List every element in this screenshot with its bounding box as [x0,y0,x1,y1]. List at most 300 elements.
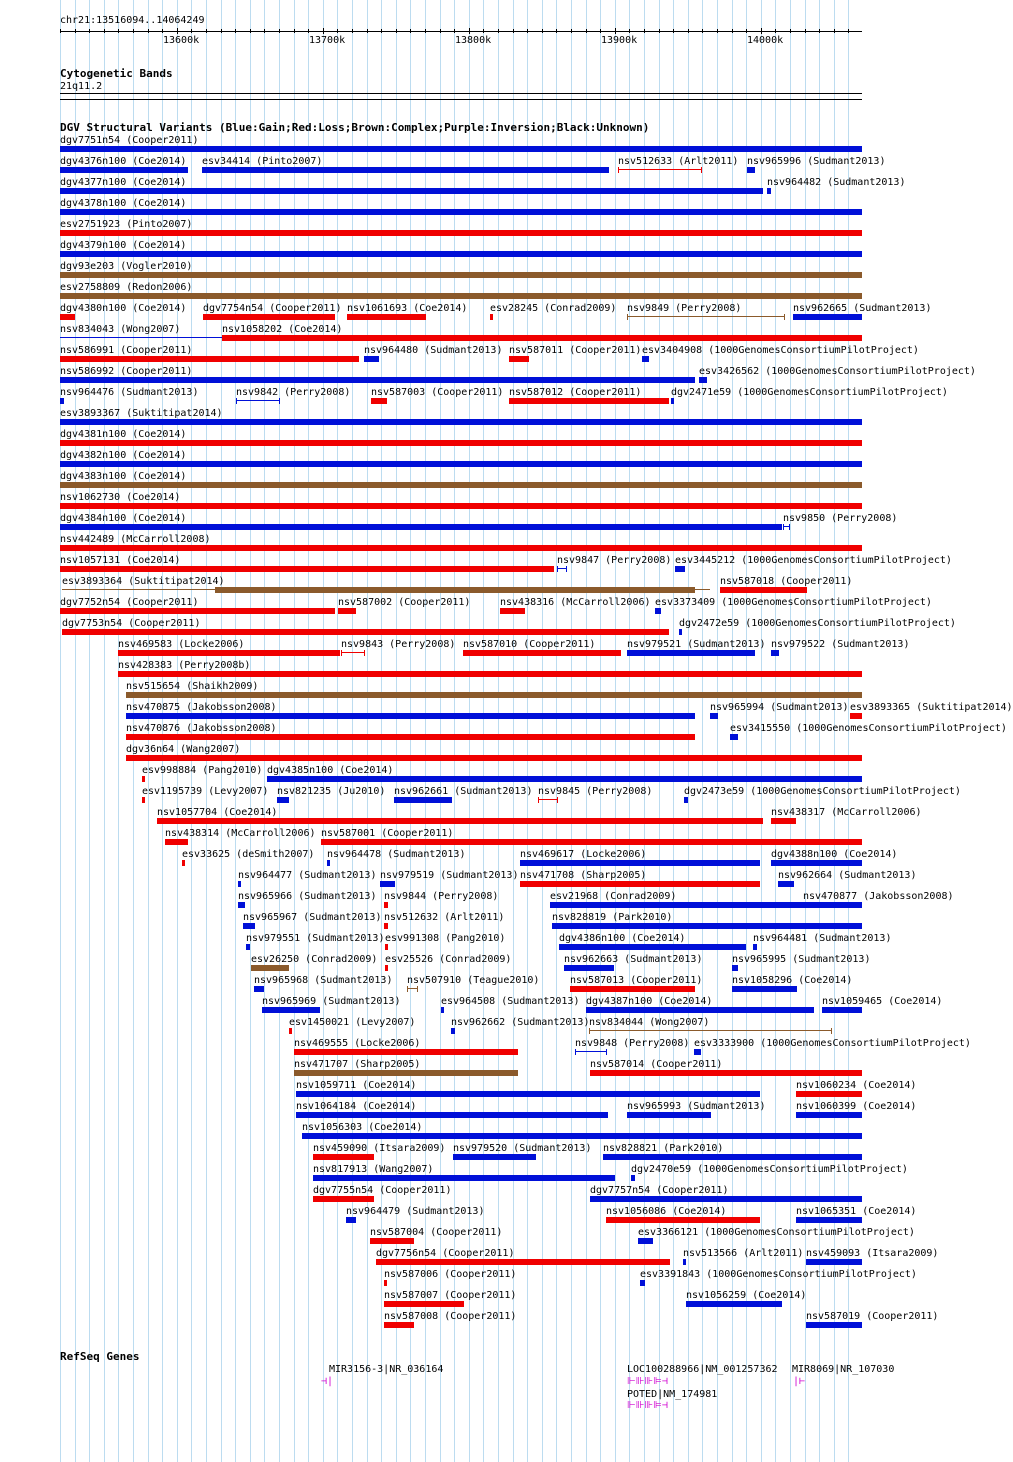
variant-feature[interactable] [618,169,702,170]
variant-label[interactable]: nsv1057131 (Coe2014) [60,555,181,566]
variant-feature[interactable] [822,1007,862,1013]
variant-label[interactable]: nsv587012 (Cooper2011) [509,387,642,398]
variant-label[interactable]: esv33625 (deSmith2007) [182,849,315,860]
variant-label[interactable]: dgv4376n100 (Coe2014) [60,156,187,167]
variant-label[interactable]: nsv1062730 (Coe2014) [60,492,181,503]
variant-feature[interactable] [243,923,255,929]
variant-label[interactable]: esv3893364 (Suktitipat2014) [62,576,225,587]
variant-feature[interactable] [142,776,145,782]
variant-feature[interactable] [289,1028,292,1034]
variant-feature[interactable] [627,316,785,317]
variant-feature[interactable] [603,1154,862,1160]
variant-label[interactable]: nsv459090 (Itsara2009) [313,1143,446,1154]
variant-label[interactable]: dgv4383n100 (Coe2014) [60,471,187,482]
variant-feature[interactable] [202,167,609,173]
variant-feature[interactable] [126,692,862,698]
variant-feature[interactable] [771,650,779,656]
variant-feature[interactable] [520,881,760,887]
variant-label[interactable]: nsv587001 (Cooper2011) [321,828,454,839]
variant-feature[interactable] [313,1196,374,1202]
variant-label[interactable]: dgv4386n100 (Coe2014) [559,933,686,944]
variant-label[interactable]: dgv36n64 (Wang2007) [126,744,241,755]
variant-feature[interactable] [341,652,365,653]
variant-label[interactable]: nsv469555 (Locke2006) [294,1038,421,1049]
variant-label[interactable]: nsv964476 (Sudmant2013) [60,387,199,398]
variant-feature[interactable] [638,1238,653,1244]
variant-feature[interactable] [60,230,862,236]
variant-feature[interactable] [384,1280,387,1286]
variant-label[interactable]: nsv515654 (Shaikh2009) [126,681,259,692]
variant-feature[interactable] [60,167,188,173]
variant-feature[interactable] [500,608,525,614]
variant-label[interactable]: dgv4384n100 (Coe2014) [60,513,187,524]
variant-label[interactable]: nsv964480 (Sudmant2013) [364,345,503,356]
variant-label[interactable]: nsv828821 (Park2010) [603,1143,724,1154]
variant-label[interactable]: nsv964477 (Sudmant2013) [238,870,377,881]
variant-label[interactable]: nsv587011 (Cooper2011) [509,345,642,356]
variant-label[interactable]: nsv512633 (Arlt2011) [618,156,739,167]
variant-feature[interactable] [796,1112,862,1118]
variant-label[interactable]: esv2751923 (Pinto2007) [60,219,193,230]
variant-feature[interactable] [559,944,746,950]
gridline [337,0,338,1462]
variant-feature[interactable] [627,650,755,656]
variant-feature[interactable] [509,356,529,362]
cytoband-label: 21q11.2 [60,81,103,92]
variant-label[interactable]: dgv2470e59 (1000GenomesConsortiumPilotProject) [631,1164,908,1175]
variant-label[interactable]: dgv7754n54 (Cooper2011) [203,303,342,314]
variant-label[interactable]: dgv7757n54 (Cooper2011) [590,1185,729,1196]
variant-label[interactable]: dgv4377n100 (Coe2014) [60,177,187,188]
variant-label[interactable]: esv3415550 (1000GenomesConsortiumPilotProject) [730,723,1007,734]
gene-label[interactable]: MIR3156-3|NR_036164 [329,1364,444,1375]
variant-label[interactable]: nsv438317 (McCarroll2006) [771,807,922,818]
variant-feature[interactable] [753,944,757,950]
variant-feature[interactable] [463,650,621,656]
variant-label[interactable]: dgv2472e59 (1000GenomesConsortiumPilotProject) [679,618,956,629]
ruler-tick [483,29,484,33]
variant-label[interactable]: nsv1065351 (Coe2014) [796,1206,917,1217]
gene-label[interactable]: POTED|NM_174981 [627,1389,718,1400]
variant-label[interactable]: nsv9844 (Perry2008) [384,891,499,902]
variant-feature[interactable] [509,398,669,404]
variant-label[interactable]: nsv1056086 (Coe2014) [606,1206,727,1217]
variant-feature[interactable] [267,776,862,782]
variant-feature[interactable] [394,797,452,803]
variant-feature[interactable] [376,1259,670,1265]
variant-feature[interactable] [550,902,862,908]
variant-label[interactable]: esv3893365 (Suktitipat2014) [850,702,1013,713]
variant-feature[interactable] [520,860,760,866]
variant-feature[interactable] [570,986,695,992]
variant-feature[interactable] [118,650,340,656]
variant-label[interactable]: dgv7751n54 (Cooper2011) [60,135,199,146]
variant-label[interactable]: dgv4387n100 (Coe2014) [586,996,713,1007]
variant-feature[interactable] [590,1196,862,1202]
variant-feature[interactable] [60,209,862,215]
variant-label[interactable]: esv3445212 (1000GenomesConsortiumPilotProject) [675,555,952,566]
variant-label[interactable]: nsv470876 (Jakobsson2008) [126,723,277,734]
variant-label[interactable]: nsv442489 (McCarroll2008) [60,534,211,545]
variant-label[interactable]: dgv4382n100 (Coe2014) [60,450,187,461]
variant-feature[interactable] [62,629,669,635]
variant-feature[interactable] [684,797,688,803]
variant-label[interactable]: nsv965967 (Sudmant2013) [243,912,382,923]
variant-feature[interactable] [575,1051,607,1052]
variant-label[interactable]: esv3373409 (1000GenomesConsortiumPilotProject) [655,597,932,608]
variant-feature[interactable] [732,986,797,992]
variant-label[interactable]: nsv962665 (Sudmant2013) [793,303,932,314]
variant-label[interactable]: esv21968 (Conrad2009) [550,891,677,902]
variant-label[interactable]: esv3366121 (1000GenomesConsortiumPilotProject) [638,1227,915,1238]
variant-label[interactable]: nsv964478 (Sudmant2013) [327,849,466,860]
variant-label[interactable]: nsv9843 (Perry2008) [341,639,456,650]
variant-feature[interactable] [552,923,862,929]
variant-label[interactable]: nsv962661 (Sudmant2013) [394,786,533,797]
variant-feature[interactable] [589,1030,832,1031]
variant-feature[interactable] [60,524,782,530]
variant-label[interactable]: nsv459093 (Itsara2009) [806,1248,939,1259]
variant-label[interactable]: nsv507910 (Teague2010) [407,975,540,986]
variant-feature[interactable] [642,356,649,362]
variant-label[interactable]: dgv93e203 (Vogler2010) [60,261,193,272]
variant-feature[interactable] [732,965,738,971]
variant-label[interactable]: dgv7756n54 (Cooper2011) [376,1248,515,1259]
variant-feature[interactable] [793,314,862,320]
variant-feature[interactable] [60,419,862,425]
gene-feature-poted[interactable]: ⊩⊪⊪⊫⊣ [627,1400,668,1411]
variant-label[interactable]: dgv7752n54 (Cooper2011) [60,597,199,608]
variant-feature[interactable] [683,1259,686,1265]
variant-feature[interactable] [767,188,771,194]
variant-label[interactable]: nsv965995 (Sudmant2013) [732,954,871,965]
variant-label[interactable]: esv2758809 (Redon2006) [60,282,193,293]
variant-feature[interactable] [165,839,188,845]
variant-feature[interactable] [60,356,359,362]
ruler-tick [89,29,90,33]
variant-feature[interactable] [771,818,796,824]
variant-feature[interactable] [771,860,862,866]
gene-feature-mir8069[interactable]: |⊢ [793,1376,806,1387]
variant-feature[interactable] [246,944,250,950]
variant-label[interactable]: esv964508 (Sudmant2013) [441,996,580,1007]
variant-label[interactable]: esv3404908 (1000GenomesConsortiumPilotProject) [642,345,919,356]
variant-feature[interactable] [203,314,335,320]
variant-label[interactable]: esv26250 (Conrad2009) [251,954,378,965]
variant-label[interactable]: nsv9848 (Perry2008) [575,1038,690,1049]
variant-feature[interactable] [296,1112,608,1118]
variant-label[interactable]: nsv979521 (Sudmant2013) [627,639,766,650]
variant-label[interactable]: dgv7755n54 (Cooper2011) [313,1185,452,1196]
variant-feature[interactable] [453,1154,536,1160]
variant-feature[interactable] [490,314,493,320]
variant-feature[interactable] [850,713,862,719]
variant-label[interactable]: nsv965994 (Sudmant2013) [710,702,849,713]
variant-label[interactable]: nsv587008 (Cooper2011) [384,1311,517,1322]
variant-feature[interactable] [675,566,685,572]
variant-feature[interactable] [294,1049,518,1055]
variant-feature[interactable] [254,986,264,992]
variant-feature[interactable] [118,671,862,677]
variant-feature[interactable] [627,1112,711,1118]
variant-label[interactable]: dgv2471e59 (1000GenomesConsortiumPilotProject) [671,387,948,398]
variant-label[interactable]: nsv9847 (Perry2008) [557,555,672,566]
variant-feature[interactable] [586,1007,814,1013]
ruler-tick [848,29,849,33]
variant-feature[interactable] [671,398,674,404]
variant-label[interactable]: nsv587019 (Cooper2011) [806,1311,939,1322]
variant-feature[interactable] [60,314,75,320]
variant-feature[interactable] [182,860,185,866]
variant-feature[interactable] [796,1217,862,1223]
variant-label[interactable]: esv3426562 (1000GenomesConsortiumPilotProject) [699,366,976,377]
variant-feature[interactable] [384,1301,464,1307]
variant-feature[interactable] [385,965,388,971]
variant-feature[interactable] [806,1322,862,1328]
variant-feature[interactable] [251,965,289,971]
variant-feature[interactable] [60,545,862,551]
cytoband-track-title[interactable]: Cytogenetic Bands [60,67,173,80]
variant-label[interactable]: nsv817913 (Wang2007) [313,1164,434,1175]
variant-label[interactable]: nsv469583 (Locke2006) [118,639,245,650]
variant-label[interactable]: esv3333900 (1000GenomesConsortiumPilotProject) [694,1038,971,1049]
variant-endcap [618,167,619,173]
variant-label[interactable]: nsv438316 (McCarroll2006) [500,597,651,608]
variant-feature[interactable] [60,398,64,404]
variant-label[interactable]: nsv828819 (Park2010) [552,912,673,923]
variant-label[interactable]: nsv470875 (Jakobsson2008) [126,702,277,713]
variant-feature[interactable] [347,314,426,320]
variant-label[interactable]: esv991308 (Pang2010) [385,933,506,944]
variant-label[interactable]: nsv821235 (Ju2010) [277,786,386,797]
variant-label[interactable]: nsv834043 (Wong2007) [60,324,181,335]
dgv-track-title[interactable]: DGV Structural Variants (Blue:Gain;Red:Loss;Brown:Complex;Purple:Inversion;Black:Unknown) [60,121,650,134]
variant-feature[interactable] [364,356,379,362]
variant-label[interactable]: nsv438314 (McCarroll2006) [165,828,316,839]
variant-feature[interactable] [60,482,862,488]
variant-label[interactable]: nsv1056303 (Coe2014) [302,1122,423,1133]
variant-label[interactable]: dgv4380n100 (Coe2014) [60,303,187,314]
variant-feature[interactable] [730,734,738,740]
variant-feature[interactable] [60,146,862,152]
variant-label[interactable]: esv998884 (Pang2010) [142,765,263,776]
variant-label[interactable]: nsv965966 (Sudmant2013) [238,891,377,902]
variant-label[interactable]: nsv587007 (Cooper2011) [384,1290,517,1301]
variant-feature[interactable] [384,902,388,908]
variant-feature[interactable] [157,818,763,824]
variant-feature[interactable] [686,1301,782,1307]
variant-label[interactable]: nsv471707 (Sharp2005) [294,1059,421,1070]
variant-label[interactable]: nsv470877 (Jakobsson2008) [803,891,954,902]
variant-label[interactable]: nsv587002 (Cooper2011) [338,597,471,608]
variant-feature[interactable] [803,902,806,908]
variant-label[interactable]: nsv834044 (Wong2007) [589,1017,710,1028]
variant-feature[interactable] [60,293,862,299]
variant-feature[interactable] [699,377,707,383]
variant-label[interactable]: nsv9845 (Perry2008) [538,786,653,797]
variant-feature[interactable] [384,923,388,929]
variant-feature[interactable] [294,1070,518,1076]
variant-feature[interactable] [370,1238,414,1244]
variant-label[interactable]: nsv962662 (Sudmant2013) [451,1017,590,1028]
variant-label[interactable]: dgv4378n100 (Coe2014) [60,198,187,209]
variant-label[interactable]: nsv9849 (Perry2008) [627,303,742,314]
variant-feature[interactable] [380,881,395,887]
variant-feature[interactable] [796,1091,862,1097]
variant-feature[interactable] [277,797,289,803]
variant-feature[interactable] [126,755,862,761]
variant-label[interactable]: dgv4381n100 (Coe2014) [60,429,187,440]
variant-feature[interactable] [720,587,807,593]
variant-feature[interactable] [806,1259,862,1265]
variant-feature[interactable] [313,1154,374,1160]
variant-feature[interactable] [60,251,862,257]
variant-feature[interactable] [60,503,862,509]
variant-label[interactable]: dgv4379n100 (Coe2014) [60,240,187,251]
variant-label[interactable]: esv3893367 (Suktitipat2014) [60,408,223,419]
variant-label[interactable]: nsv965996 (Sudmant2013) [747,156,886,167]
variant-label[interactable]: esv34414 (Pinto2007) [202,156,323,167]
variant-feature[interactable] [313,1175,615,1181]
variant-label[interactable]: nsv979551 (Sudmant2013) [246,933,385,944]
variant-label[interactable]: nsv979519 (Sudmant2013) [380,870,519,881]
ruler-tick [221,29,222,33]
variant-feature[interactable] [321,839,862,845]
variant-label[interactable]: nsv1058296 (Coe2014) [732,975,853,986]
variant-feature[interactable] [338,608,356,614]
variant-label[interactable]: esv28245 (Conrad2009) [490,303,617,314]
gene-label[interactable]: MIR8069|NR_107030 [792,1364,895,1375]
variant-feature[interactable] [747,167,755,173]
variant-label[interactable]: nsv965968 (Sudmant2013) [254,975,393,986]
variant-label[interactable]: nsv1059465 (Coe2014) [822,996,943,1007]
variant-label[interactable]: esv1195739 (Levy2007) [142,786,269,797]
variant-feature[interactable] [126,713,695,719]
variant-feature[interactable] [538,799,558,800]
variant-feature-thick[interactable] [215,587,695,593]
variant-feature[interactable] [222,335,862,341]
variant-label[interactable]: nsv964479 (Sudmant2013) [346,1206,485,1217]
variant-feature[interactable] [236,400,280,401]
variant-label[interactable]: nsv964481 (Sudmant2013) [753,933,892,944]
variant-label[interactable]: dgv4388n100 (Coe2014) [771,849,898,860]
variant-label[interactable]: dgv4385n100 (Coe2014) [267,765,394,776]
variant-label[interactable]: nsv964482 (Sudmant2013) [767,177,906,188]
variant-feature[interactable] [238,902,245,908]
variant-label[interactable]: esv1450021 (Levy2007) [289,1017,416,1028]
variant-feature[interactable] [238,881,241,887]
variant-feature[interactable] [564,965,614,971]
variant-label[interactable]: nsv1057704 (Coe2014) [157,807,278,818]
variant-feature[interactable] [590,1070,862,1076]
variant-label[interactable]: nsv428383 (Perry2008b) [118,660,251,671]
variant-label[interactable]: nsv1059711 (Coe2014) [296,1080,417,1091]
gridline [440,0,441,1462]
gene-feature-loc100288966[interactable]: ⊩⊪⊪⊫⊣ [627,1376,668,1387]
variant-feature[interactable] [451,1028,455,1034]
variant-feature[interactable] [384,1322,414,1328]
variant-label[interactable]: nsv469617 (Locke2006) [520,849,647,860]
variant-label[interactable]: nsv513566 (Arlt2011) [683,1248,804,1259]
variant-feature[interactable] [262,1007,320,1013]
variant-label[interactable]: nsv512632 (Arlt2011) [384,912,505,923]
variant-label[interactable]: nsv1058202 (Coe2014) [222,324,343,335]
variant-label[interactable]: nsv587018 (Cooper2011) [720,576,853,587]
ruler-tick [367,29,368,33]
variant-label[interactable]: nsv587013 (Cooper2011) [570,975,703,986]
variant-label[interactable]: nsv962663 (Sudmant2013) [564,954,703,965]
variant-label[interactable]: nsv586991 (Cooper2011) [60,345,193,356]
variant-feature[interactable] [60,188,763,194]
gene-feature-mir3156[interactable]: ⊣| [321,1376,334,1387]
variant-label[interactable]: esv3391843 (1000GenomesConsortiumPilotProject) [640,1269,917,1280]
gridline [454,0,455,1462]
gridline [659,0,660,1462]
variant-feature[interactable] [778,881,794,887]
variant-feature[interactable] [385,944,388,950]
variant-label[interactable]: dgv2473e59 (1000GenomesConsortiumPilotProject) [684,786,961,797]
variant-label[interactable]: nsv9850 (Perry2008) [783,513,898,524]
variant-label[interactable]: nsv587006 (Cooper2011) [384,1269,517,1280]
variant-feature[interactable] [441,1007,444,1013]
gene-label[interactable]: LOC100288966|NM_001257362 [627,1364,778,1375]
variant-feature[interactable] [327,860,330,866]
variant-feature[interactable] [640,1280,645,1286]
variant-feature[interactable] [371,398,387,404]
variant-label[interactable]: nsv1064184 (Coe2014) [296,1101,417,1112]
variant-label[interactable]: nsv587004 (Cooper2011) [370,1227,503,1238]
variant-label[interactable]: nsv965969 (Sudmant2013) [262,996,401,1007]
variant-feature[interactable] [606,1217,760,1223]
variant-label[interactable]: nsv587003 (Cooper2011) [371,387,504,398]
refseq-track-title[interactable]: RefSeq Genes [60,1350,140,1363]
variant-label[interactable]: nsv587010 (Cooper2011) [463,639,596,650]
variant-label[interactable]: nsv965993 (Sudmant2013) [627,1101,766,1112]
variant-feature[interactable] [302,1133,862,1139]
variant-label[interactable]: nsv979522 (Sudmant2013) [771,639,910,650]
variant-label[interactable]: nsv1056259 (Coe2014) [686,1290,807,1301]
variant-feature[interactable] [296,1091,760,1097]
variant-feature[interactable] [346,1217,356,1223]
variant-label[interactable]: dgv7753n54 (Cooper2011) [62,618,201,629]
variant-label[interactable]: nsv9842 (Perry2008) [236,387,351,398]
variant-feature[interactable] [60,272,862,278]
variant-feature[interactable] [60,608,335,614]
variant-feature[interactable] [60,566,554,572]
variant-label[interactable]: nsv587014 (Cooper2011) [590,1059,723,1070]
variant-label[interactable]: nsv1060399 (Coe2014) [796,1101,917,1112]
variant-feature[interactable] [655,608,661,614]
variant-feature[interactable] [710,713,718,719]
variant-feature[interactable] [679,629,682,635]
variant-label[interactable]: nsv586992 (Cooper2011) [60,366,193,377]
variant-feature[interactable] [142,797,145,803]
variant-feature[interactable] [60,377,695,383]
variant-label[interactable]: nsv1060234 (Coe2014) [796,1080,917,1091]
variant-feature[interactable] [60,461,862,467]
variant-label[interactable]: nsv962664 (Sudmant2013) [778,870,917,881]
variant-feature[interactable] [60,440,862,446]
variant-feature[interactable] [60,337,224,338]
variant-label[interactable]: nsv471708 (Sharp2005) [520,870,647,881]
variant-feature[interactable] [126,734,695,740]
variant-label[interactable]: esv25526 (Conrad2009) [385,954,512,965]
variant-label[interactable]: nsv1061693 (Coe2014) [347,303,468,314]
variant-label[interactable]: nsv979520 (Sudmant2013) [453,1143,592,1154]
variant-feature[interactable] [631,1175,635,1181]
ruler-tick [381,29,382,33]
variant-feature[interactable] [694,1049,701,1055]
